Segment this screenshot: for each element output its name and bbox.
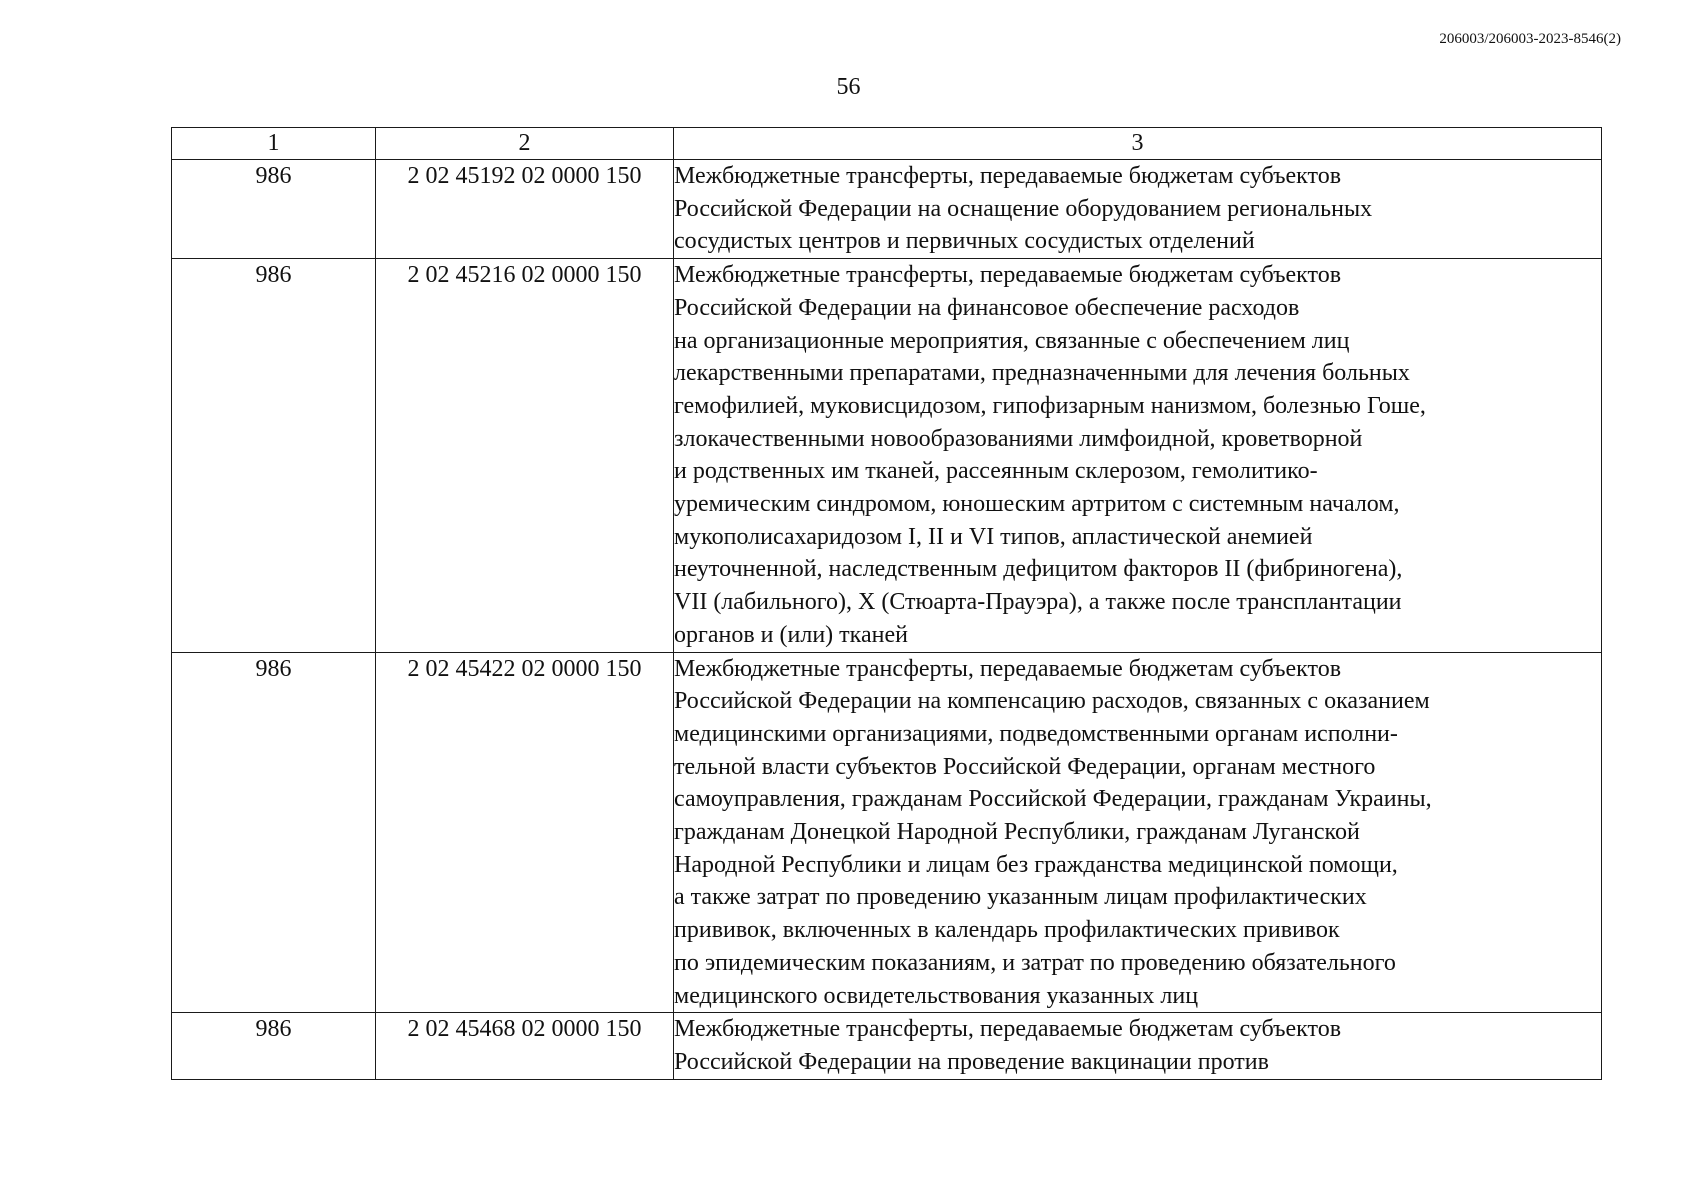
document-registration-number: 206003/206003-2023-8546(2) bbox=[1439, 31, 1621, 47]
table-row bbox=[172, 1013, 1602, 1079]
description-line: по эпидемическим показаниям, и затрат по проведению обязательного bbox=[674, 949, 1396, 976]
administrator-code-cell: 986 bbox=[172, 160, 376, 259]
revenue-code-cell: 2 02 45468 02 0000 150 bbox=[376, 1013, 674, 1079]
revenue-description-cell bbox=[674, 160, 1602, 259]
description-line: Российской Федерации на компенсацию расходов, связанных с оказанием bbox=[674, 688, 1430, 715]
administrator-code-cell: 986 bbox=[172, 652, 376, 1013]
description-line: гражданам Донецкой Народной Республики, гражданам Луганской bbox=[674, 819, 1360, 846]
description-line: VII (лабильного), X (Стюарта-Прауэра), а также после трансплантации bbox=[674, 589, 1402, 616]
administrator-code-cell: 986 bbox=[172, 1013, 376, 1079]
description-line: мукополисахаридозом I, II и VI типов, апластической анемией bbox=[674, 523, 1313, 550]
description-line: Народной Республики и лицам без гражданства медицинской помощи, bbox=[674, 851, 1398, 878]
description-line: лекарственными препаратами, предназначенными для лечения больных bbox=[674, 360, 1410, 387]
revenue-code-cell: 2 02 45216 02 0000 150 bbox=[376, 259, 674, 652]
description-line: органов и (или) тканей bbox=[674, 621, 908, 648]
description-line: Российской Федерации на проведение вакцинации против bbox=[674, 1048, 1269, 1075]
administrator-code-cell: 986 bbox=[172, 259, 376, 652]
description-line: на организационные мероприятия, связанные с обеспечением лиц bbox=[674, 327, 1350, 354]
description-line: Российской Федерации на оснащение оборудованием региональных bbox=[674, 195, 1373, 222]
description-line: сосудистых центров и первичных сосудистых отделений bbox=[674, 228, 1255, 255]
description-line: а также затрат по проведению указанным лицам профилактических bbox=[674, 884, 1367, 911]
page-number: 56 bbox=[836, 74, 861, 100]
description-line: Межбюджетные трансферты, передаваемые бюджетам субъектов bbox=[674, 1016, 1342, 1043]
revenue-code-cell: 2 02 45422 02 0000 150 bbox=[376, 652, 674, 1013]
description-line: самоуправления, гражданам Российской Федерации, гражданам Украины, bbox=[674, 786, 1432, 813]
description-line: злокачественными новообразованиями лимфоидной, кроветворной bbox=[674, 425, 1363, 452]
table-row bbox=[172, 160, 1602, 259]
column-header-3: 3 bbox=[674, 128, 1602, 160]
revenue-description-cell bbox=[674, 1013, 1602, 1079]
description-line: медицинскими организациями, подведомственными органам исполни- bbox=[674, 720, 1398, 747]
description-line: Межбюджетные трансферты, передаваемые бюджетам субъектов bbox=[674, 262, 1342, 289]
description-line: тельной власти субъектов Российской Федерации, органам местного bbox=[674, 753, 1376, 780]
description-line: прививок, включенных в календарь профилактических прививок bbox=[674, 917, 1340, 944]
table-row bbox=[172, 652, 1602, 1013]
description-line: и родственных им тканей, рассеянным склерозом, гемолитико- bbox=[674, 458, 1318, 485]
column-number-row bbox=[172, 128, 1602, 160]
column-header-1: 1 bbox=[172, 128, 376, 160]
description-line: уремическим синдромом, юношеским артритом с системным началом, bbox=[674, 491, 1400, 518]
description-line: Межбюджетные трансферты, передаваемые бюджетам субъектов bbox=[674, 163, 1342, 189]
revenue-description-cell bbox=[674, 259, 1602, 652]
description-line: медицинского освидетельствования указанных лиц bbox=[674, 982, 1199, 1009]
revenue-description-cell bbox=[674, 652, 1602, 1013]
revenue-code-cell: 2 02 45192 02 0000 150 bbox=[376, 160, 674, 259]
table-row bbox=[172, 259, 1602, 652]
description-line: неуточненной, наследственным дефицитом факторов II (фибриногена), bbox=[674, 556, 1403, 583]
budget-classification-table bbox=[171, 127, 1602, 1080]
description-line: Межбюджетные трансферты, передаваемые бюджетам субъектов bbox=[674, 655, 1342, 682]
description-line: гемофилией, муковисцидозом, гипофизарным нанизмом, болезнью Гоше, bbox=[674, 392, 1426, 419]
description-line: Российской Федерации на финансовое обеспечение расходов bbox=[674, 294, 1300, 321]
column-header-2: 2 bbox=[376, 128, 674, 160]
